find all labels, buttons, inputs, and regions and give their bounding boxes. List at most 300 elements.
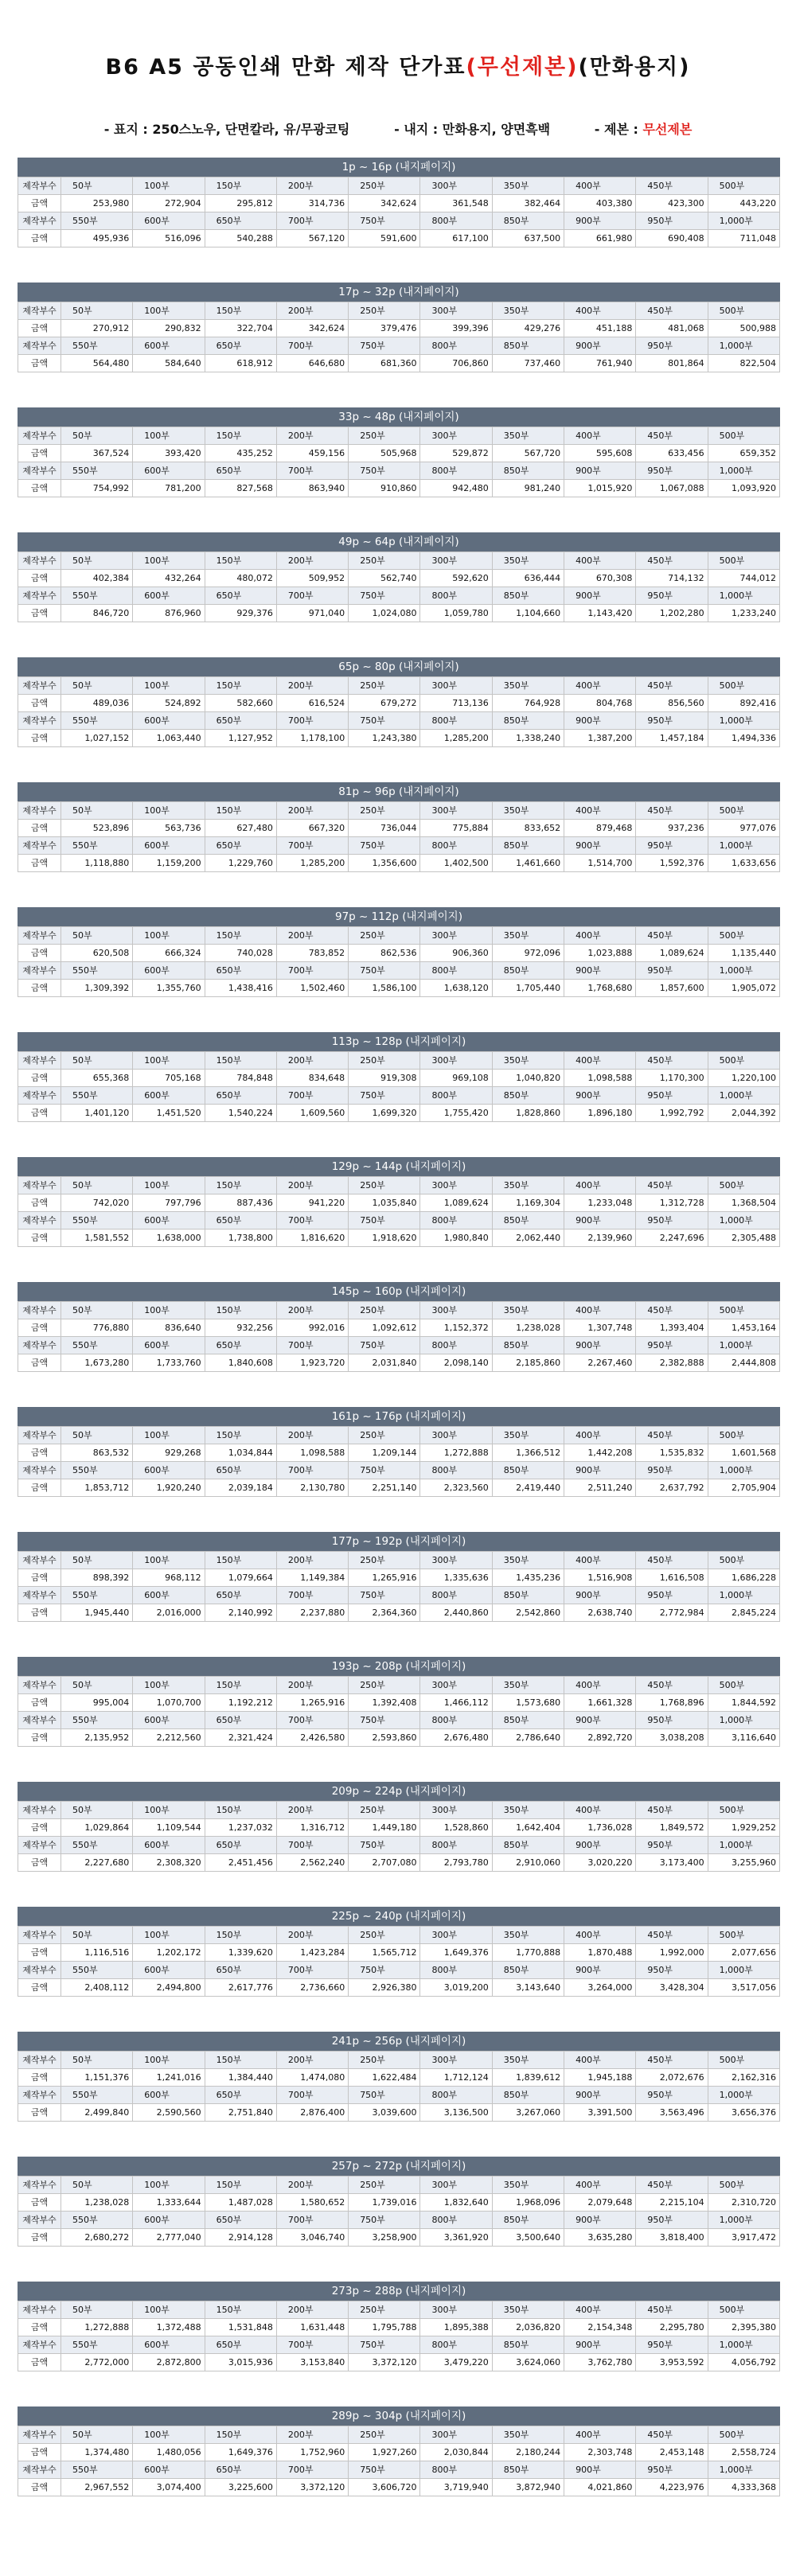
quantity-cell: 150부 (205, 802, 276, 820)
quantity-cell: 100부 (133, 2301, 205, 2319)
quantity-cell: 800부 (420, 962, 492, 980)
price-cell: 2,892,720 (564, 1729, 636, 1747)
quantity-cell: 450부 (636, 677, 708, 695)
quantity-cell: 950부 (636, 337, 708, 355)
price-cell: 1,309,392 (61, 980, 133, 997)
quantity-label: 제작부수 (18, 1802, 61, 1819)
price-grid (18, 1801, 780, 1872)
quantity-cell: 200부 (276, 1177, 348, 1194)
quantity-label: 제작부수 (18, 337, 61, 355)
quantity-cell: 850부 (492, 2461, 564, 2479)
quantity-row (18, 302, 780, 320)
quantity-row (18, 2087, 780, 2104)
quantity-cell: 150부 (205, 1302, 276, 1319)
price-label: 금액 (18, 1729, 61, 1747)
quantity-cell: 150부 (205, 1802, 276, 1819)
price-cell: 1,104,660 (492, 605, 564, 622)
quantity-row (18, 2212, 780, 2229)
quantity-cell: 900부 (564, 712, 636, 730)
quantity-cell: 400부 (564, 427, 636, 445)
price-cell: 1,768,896 (636, 1694, 708, 1712)
price-cell: 592,620 (420, 570, 492, 587)
quantity-cell: 250부 (349, 802, 420, 820)
quantity-cell: 500부 (708, 1677, 779, 1694)
price-cell: 3,361,920 (420, 2229, 492, 2247)
quantity-cell: 100부 (133, 1052, 205, 1070)
price-cell: 367,524 (61, 445, 133, 462)
quantity-cell: 650부 (205, 962, 276, 980)
quantity-cell: 50부 (61, 1677, 133, 1694)
quantity-cell: 100부 (133, 1552, 205, 1569)
quantity-cell: 600부 (133, 2087, 205, 2104)
price-cell: 563,736 (133, 820, 205, 837)
price-cell: 3,719,940 (420, 2479, 492, 2496)
quantity-cell: 150부 (205, 927, 276, 945)
spec-binding-label: - 제본 : (594, 122, 638, 137)
quantity-cell: 750부 (349, 1712, 420, 1729)
quantity-cell: 700부 (276, 2336, 348, 2354)
price-cell: 2,705,904 (708, 1479, 779, 1497)
price-cell: 564,480 (61, 355, 133, 372)
price-cell: 1,451,520 (133, 1105, 205, 1122)
quantity-row (18, 2177, 780, 2194)
quantity-cell: 350부 (492, 1927, 564, 1944)
price-cell: 981,240 (492, 480, 564, 497)
quantity-row (18, 1212, 780, 1230)
quantity-row (18, 2461, 780, 2479)
quantity-cell: 800부 (420, 2087, 492, 2104)
quantity-cell: 850부 (492, 1462, 564, 1479)
price-cell: 2,777,040 (133, 2229, 205, 2247)
quantity-label: 제작부수 (18, 2426, 61, 2444)
quantity-row (18, 462, 780, 480)
price-cell: 1,494,336 (708, 730, 779, 747)
quantity-cell: 300부 (420, 1552, 492, 1569)
quantity-cell: 150부 (205, 177, 276, 195)
quantity-cell: 1,000부 (708, 462, 779, 480)
price-label: 금액 (18, 2444, 61, 2461)
price-cell: 314,736 (276, 195, 348, 212)
quantity-label: 제작부수 (18, 1837, 61, 1854)
quantity-cell: 150부 (205, 2426, 276, 2444)
price-label: 금액 (18, 1354, 61, 1372)
price-grid (18, 427, 780, 497)
price-cell: 971,040 (276, 605, 348, 622)
price-row (18, 2069, 780, 2087)
quantity-label: 제작부수 (18, 1712, 61, 1729)
price-cell: 1,316,712 (276, 1819, 348, 1837)
quantity-cell: 400부 (564, 2301, 636, 2319)
price-cell: 783,852 (276, 945, 348, 962)
quantity-cell: 250부 (349, 1927, 420, 1944)
quantity-label: 제작부수 (18, 1177, 61, 1194)
price-cell: 2,079,648 (564, 2194, 636, 2212)
quantity-cell: 200부 (276, 1427, 348, 1444)
quantity-cell: 250부 (349, 927, 420, 945)
quantity-label: 제작부수 (18, 2461, 61, 2479)
quantity-row (18, 2301, 780, 2319)
quantity-cell: 550부 (61, 712, 133, 730)
quantity-cell: 300부 (420, 2426, 492, 2444)
quantity-cell: 50부 (61, 677, 133, 695)
quantity-cell: 950부 (636, 1212, 708, 1230)
price-grid (18, 676, 780, 747)
quantity-label: 제작부수 (18, 962, 61, 980)
quantity-row (18, 1052, 780, 1070)
spec-binding-value: 무선제본 (642, 122, 693, 137)
quantity-cell: 200부 (276, 2052, 348, 2069)
quantity-cell: 300부 (420, 2052, 492, 2069)
price-cell: 1,092,612 (349, 1319, 420, 1337)
quantity-cell: 800부 (420, 1712, 492, 1729)
quantity-cell: 700부 (276, 1087, 348, 1105)
price-label: 금액 (18, 2229, 61, 2247)
price-grid (18, 1301, 780, 1372)
quantity-cell: 100부 (133, 1427, 205, 1444)
price-cell: 481,068 (636, 320, 708, 337)
quantity-cell: 750부 (349, 2461, 420, 2479)
price-cell: 582,660 (205, 695, 276, 712)
price-cell: 740,028 (205, 945, 276, 962)
price-cell: 1,384,440 (205, 2069, 276, 2087)
price-cell: 435,252 (205, 445, 276, 462)
price-cell: 2,130,780 (276, 1479, 348, 1497)
quantity-label: 제작부수 (18, 2087, 61, 2104)
quantity-cell: 400부 (564, 1677, 636, 1694)
price-row (18, 730, 780, 747)
quantity-cell: 400부 (564, 2052, 636, 2069)
quantity-cell: 750부 (349, 2212, 420, 2229)
price-row (18, 855, 780, 872)
price-cell: 1,592,376 (636, 855, 708, 872)
price-cell: 3,606,720 (349, 2479, 420, 2496)
quantity-cell: 800부 (420, 1837, 492, 1854)
quantity-cell: 850부 (492, 2212, 564, 2229)
quantity-cell: 200부 (276, 427, 348, 445)
price-cell: 451,188 (564, 320, 636, 337)
quantity-label: 제작부수 (18, 552, 61, 570)
quantity-cell: 100부 (133, 2052, 205, 2069)
quantity-cell: 50부 (61, 1927, 133, 1944)
quantity-cell: 50부 (61, 2177, 133, 2194)
price-cell: 1,832,640 (420, 2194, 492, 2212)
price-cell: 2,305,488 (708, 1230, 779, 1247)
quantity-cell: 1,000부 (708, 1462, 779, 1479)
quantity-label: 제작부수 (18, 1427, 61, 1444)
quantity-cell: 450부 (636, 1802, 708, 1819)
price-cell: 2,558,724 (708, 2444, 779, 2461)
quantity-cell: 650부 (205, 2461, 276, 2479)
quantity-cell: 850부 (492, 1587, 564, 1604)
price-cell: 797,796 (133, 1194, 205, 1212)
price-cell: 655,368 (61, 1070, 133, 1087)
quantity-cell: 550부 (61, 1337, 133, 1354)
price-row (18, 195, 780, 212)
price-cell: 1,238,028 (61, 2194, 133, 2212)
price-cell: 1,079,664 (205, 1569, 276, 1587)
section-header: 97p ~ 112p (내지페이지) (18, 907, 780, 926)
quantity-cell: 550부 (61, 2461, 133, 2479)
quantity-cell: 750부 (349, 1962, 420, 1979)
quantity-cell: 900부 (564, 1087, 636, 1105)
price-label: 금액 (18, 2479, 61, 2496)
price-label: 금액 (18, 355, 61, 372)
price-cell: 972,096 (492, 945, 564, 962)
quantity-cell: 850부 (492, 1087, 564, 1105)
quantity-cell: 800부 (420, 2461, 492, 2479)
price-cell: 2,031,840 (349, 1354, 420, 1372)
price-cell: 1,116,516 (61, 1944, 133, 1962)
quantity-cell: 250부 (349, 2052, 420, 2069)
price-cell: 670,308 (564, 570, 636, 587)
price-row (18, 1854, 780, 1872)
price-cell: 2,237,880 (276, 1604, 348, 1622)
quantity-cell: 750부 (349, 837, 420, 855)
quantity-cell: 700부 (276, 1712, 348, 1729)
title-paper: (만화용지) (578, 55, 691, 80)
price-cell: 616,524 (276, 695, 348, 712)
quantity-cell: 700부 (276, 1337, 348, 1354)
quantity-cell: 450부 (636, 2177, 708, 2194)
price-cell: 2,036,820 (492, 2319, 564, 2336)
price-cell: 361,548 (420, 195, 492, 212)
quantity-cell: 550부 (61, 1212, 133, 1230)
quantity-label: 제작부수 (18, 2177, 61, 2194)
price-cell: 4,223,976 (636, 2479, 708, 2496)
price-cell: 1,265,916 (349, 1569, 420, 1587)
price-cell: 1,736,028 (564, 1819, 636, 1837)
quantity-cell: 750부 (349, 962, 420, 980)
price-cell: 1,535,832 (636, 1444, 708, 1462)
quantity-cell: 550부 (61, 587, 133, 605)
price-cell: 1,586,100 (349, 980, 420, 997)
price-label: 금액 (18, 1854, 61, 1872)
price-grid (18, 2301, 780, 2371)
quantity-cell: 950부 (636, 2461, 708, 2479)
quantity-cell: 850부 (492, 1962, 564, 1979)
price-cell: 1,828,860 (492, 1105, 564, 1122)
quantity-cell: 100부 (133, 177, 205, 195)
quantity-cell: 650부 (205, 1337, 276, 1354)
quantity-row (18, 927, 780, 945)
price-cell: 3,173,400 (636, 1854, 708, 1872)
price-cell: 3,563,496 (636, 2104, 708, 2122)
price-cell: 2,676,480 (420, 1729, 492, 1747)
price-section (18, 657, 780, 747)
price-cell: 480,072 (205, 570, 276, 587)
price-cell: 679,272 (349, 695, 420, 712)
quantity-cell: 900부 (564, 212, 636, 230)
quantity-cell: 800부 (420, 587, 492, 605)
price-label: 금액 (18, 2194, 61, 2212)
quantity-cell: 900부 (564, 2212, 636, 2229)
quantity-cell: 50부 (61, 302, 133, 320)
price-cell: 3,953,592 (636, 2354, 708, 2371)
price-cell: 2,139,960 (564, 1230, 636, 1247)
price-cell: 1,143,420 (564, 605, 636, 622)
price-cell: 4,056,792 (708, 2354, 779, 2371)
quantity-cell: 50부 (61, 1427, 133, 1444)
price-cell: 1,896,180 (564, 1105, 636, 1122)
quantity-cell: 250부 (349, 177, 420, 195)
price-cell: 2,593,860 (349, 1729, 420, 1747)
price-cell: 2,511,240 (564, 1479, 636, 1497)
price-cell: 1,487,028 (205, 2194, 276, 2212)
price-row (18, 2319, 780, 2336)
price-cell: 1,616,508 (636, 1569, 708, 1587)
quantity-cell: 650부 (205, 1712, 276, 1729)
price-cell: 836,640 (133, 1319, 205, 1337)
quantity-cell: 900부 (564, 837, 636, 855)
price-section (18, 1282, 780, 1372)
title-main: B6 A5 공동인쇄 만화 제작 단가표 (105, 55, 466, 80)
quantity-row (18, 1802, 780, 1819)
price-cell: 2,162,316 (708, 2069, 779, 2087)
quantity-cell: 350부 (492, 1802, 564, 1819)
quantity-row (18, 337, 780, 355)
price-cell: 1,374,480 (61, 2444, 133, 2461)
price-cell: 863,532 (61, 1444, 133, 1462)
price-label: 금액 (18, 730, 61, 747)
price-cell: 887,436 (205, 1194, 276, 1212)
quantity-cell: 50부 (61, 177, 133, 195)
quantity-cell: 550부 (61, 837, 133, 855)
quantity-cell: 700부 (276, 212, 348, 230)
quantity-cell: 250부 (349, 1427, 420, 1444)
quantity-cell: 550부 (61, 1587, 133, 1604)
price-cell: 1,387,200 (564, 730, 636, 747)
quantity-cell: 950부 (636, 1462, 708, 1479)
quantity-cell: 850부 (492, 712, 564, 730)
price-cell: 863,940 (276, 480, 348, 497)
quantity-cell: 200부 (276, 2426, 348, 2444)
section-header: 129p ~ 144p (내지페이지) (18, 1157, 780, 1176)
quantity-cell: 700부 (276, 962, 348, 980)
price-cell: 711,048 (708, 230, 779, 247)
price-cell: 846,720 (61, 605, 133, 622)
quantity-cell: 200부 (276, 1927, 348, 1944)
price-cell: 2,638,740 (564, 1604, 636, 1622)
price-cell: 2,426,580 (276, 1729, 348, 1747)
section-header: 257p ~ 272p (내지페이지) (18, 2157, 780, 2176)
price-cell: 2,180,244 (492, 2444, 564, 2461)
quantity-cell: 600부 (133, 1087, 205, 1105)
quantity-cell: 300부 (420, 2301, 492, 2319)
price-section (18, 1407, 780, 1497)
price-cell: 1,335,636 (420, 1569, 492, 1587)
quantity-cell: 850부 (492, 1837, 564, 1854)
quantity-cell: 500부 (708, 2177, 779, 2194)
quantity-cell: 1,000부 (708, 962, 779, 980)
price-row (18, 1479, 780, 1497)
price-cell: 1,929,252 (708, 1819, 779, 1837)
quantity-cell: 200부 (276, 2301, 348, 2319)
price-cell: 1,795,788 (349, 2319, 420, 2336)
quantity-cell: 400부 (564, 802, 636, 820)
price-cell: 1,768,680 (564, 980, 636, 997)
quantity-label: 제작부수 (18, 712, 61, 730)
quantity-cell: 700부 (276, 337, 348, 355)
quantity-row (18, 1677, 780, 1694)
quantity-cell: 450부 (636, 1927, 708, 1944)
price-cell: 3,136,500 (420, 2104, 492, 2122)
price-cell: 1,024,080 (349, 605, 420, 622)
quantity-cell: 650부 (205, 337, 276, 355)
price-cell: 540,288 (205, 230, 276, 247)
quantity-cell: 950부 (636, 1712, 708, 1729)
quantity-cell: 700부 (276, 1587, 348, 1604)
quantity-cell: 850부 (492, 337, 564, 355)
quantity-cell: 50부 (61, 2426, 133, 2444)
quantity-cell: 950부 (636, 1837, 708, 1854)
quantity-cell: 200부 (276, 1802, 348, 1819)
quantity-cell: 500부 (708, 427, 779, 445)
price-cell: 1,285,200 (420, 730, 492, 747)
price-cell: 1,237,032 (205, 1819, 276, 1837)
price-cell: 2,967,552 (61, 2479, 133, 2496)
quantity-cell: 250부 (349, 1177, 420, 1194)
price-cell: 290,832 (133, 320, 205, 337)
price-cell: 1,241,016 (133, 2069, 205, 2087)
quantity-cell: 150부 (205, 1552, 276, 1569)
quantity-cell: 900부 (564, 2336, 636, 2354)
price-cell: 801,864 (636, 355, 708, 372)
quantity-cell: 600부 (133, 462, 205, 480)
price-cell: 2,140,992 (205, 1604, 276, 1622)
quantity-cell: 250부 (349, 2426, 420, 2444)
quantity-cell: 700부 (276, 462, 348, 480)
quantity-cell: 300부 (420, 2177, 492, 2194)
quantity-cell: 600부 (133, 1712, 205, 1729)
quantity-cell: 400부 (564, 1427, 636, 1444)
price-cell: 1,338,240 (492, 730, 564, 747)
price-cell: 681,360 (349, 355, 420, 372)
quantity-cell: 850부 (492, 1337, 564, 1354)
price-cell: 2,321,424 (205, 1729, 276, 1747)
price-cell: 1,209,144 (349, 1444, 420, 1462)
quantity-cell: 850부 (492, 1712, 564, 1729)
quantity-cell: 1,000부 (708, 587, 779, 605)
price-cell: 2,323,560 (420, 1479, 492, 1497)
quantity-cell: 600부 (133, 1962, 205, 1979)
quantity-cell: 600부 (133, 1462, 205, 1479)
price-cell: 737,460 (492, 355, 564, 372)
price-cell: 2,382,888 (636, 1354, 708, 1372)
price-cell: 3,624,060 (492, 2354, 564, 2371)
quantity-cell: 900부 (564, 337, 636, 355)
price-cell: 1,992,792 (636, 1105, 708, 1122)
price-cell: 2,451,456 (205, 1854, 276, 1872)
price-cell: 1,169,304 (492, 1194, 564, 1212)
price-cell: 399,396 (420, 320, 492, 337)
price-cell: 3,517,056 (708, 1979, 779, 1997)
price-cell: 2,185,860 (492, 1354, 564, 1372)
price-cell: 1,356,600 (349, 855, 420, 872)
quantity-cell: 600부 (133, 2461, 205, 2479)
quantity-cell: 900부 (564, 1462, 636, 1479)
price-label: 금액 (18, 480, 61, 497)
quantity-cell: 400부 (564, 1052, 636, 1070)
price-cell: 1,285,200 (276, 855, 348, 872)
price-cell: 1,631,448 (276, 2319, 348, 2336)
quantity-row (18, 587, 780, 605)
price-cell: 1,243,380 (349, 730, 420, 747)
price-cell: 862,536 (349, 945, 420, 962)
price-cell: 584,640 (133, 355, 205, 372)
section-header: 17p ~ 32p (내지페이지) (18, 283, 780, 302)
quantity-row (18, 212, 780, 230)
price-cell: 1,109,544 (133, 1819, 205, 1837)
